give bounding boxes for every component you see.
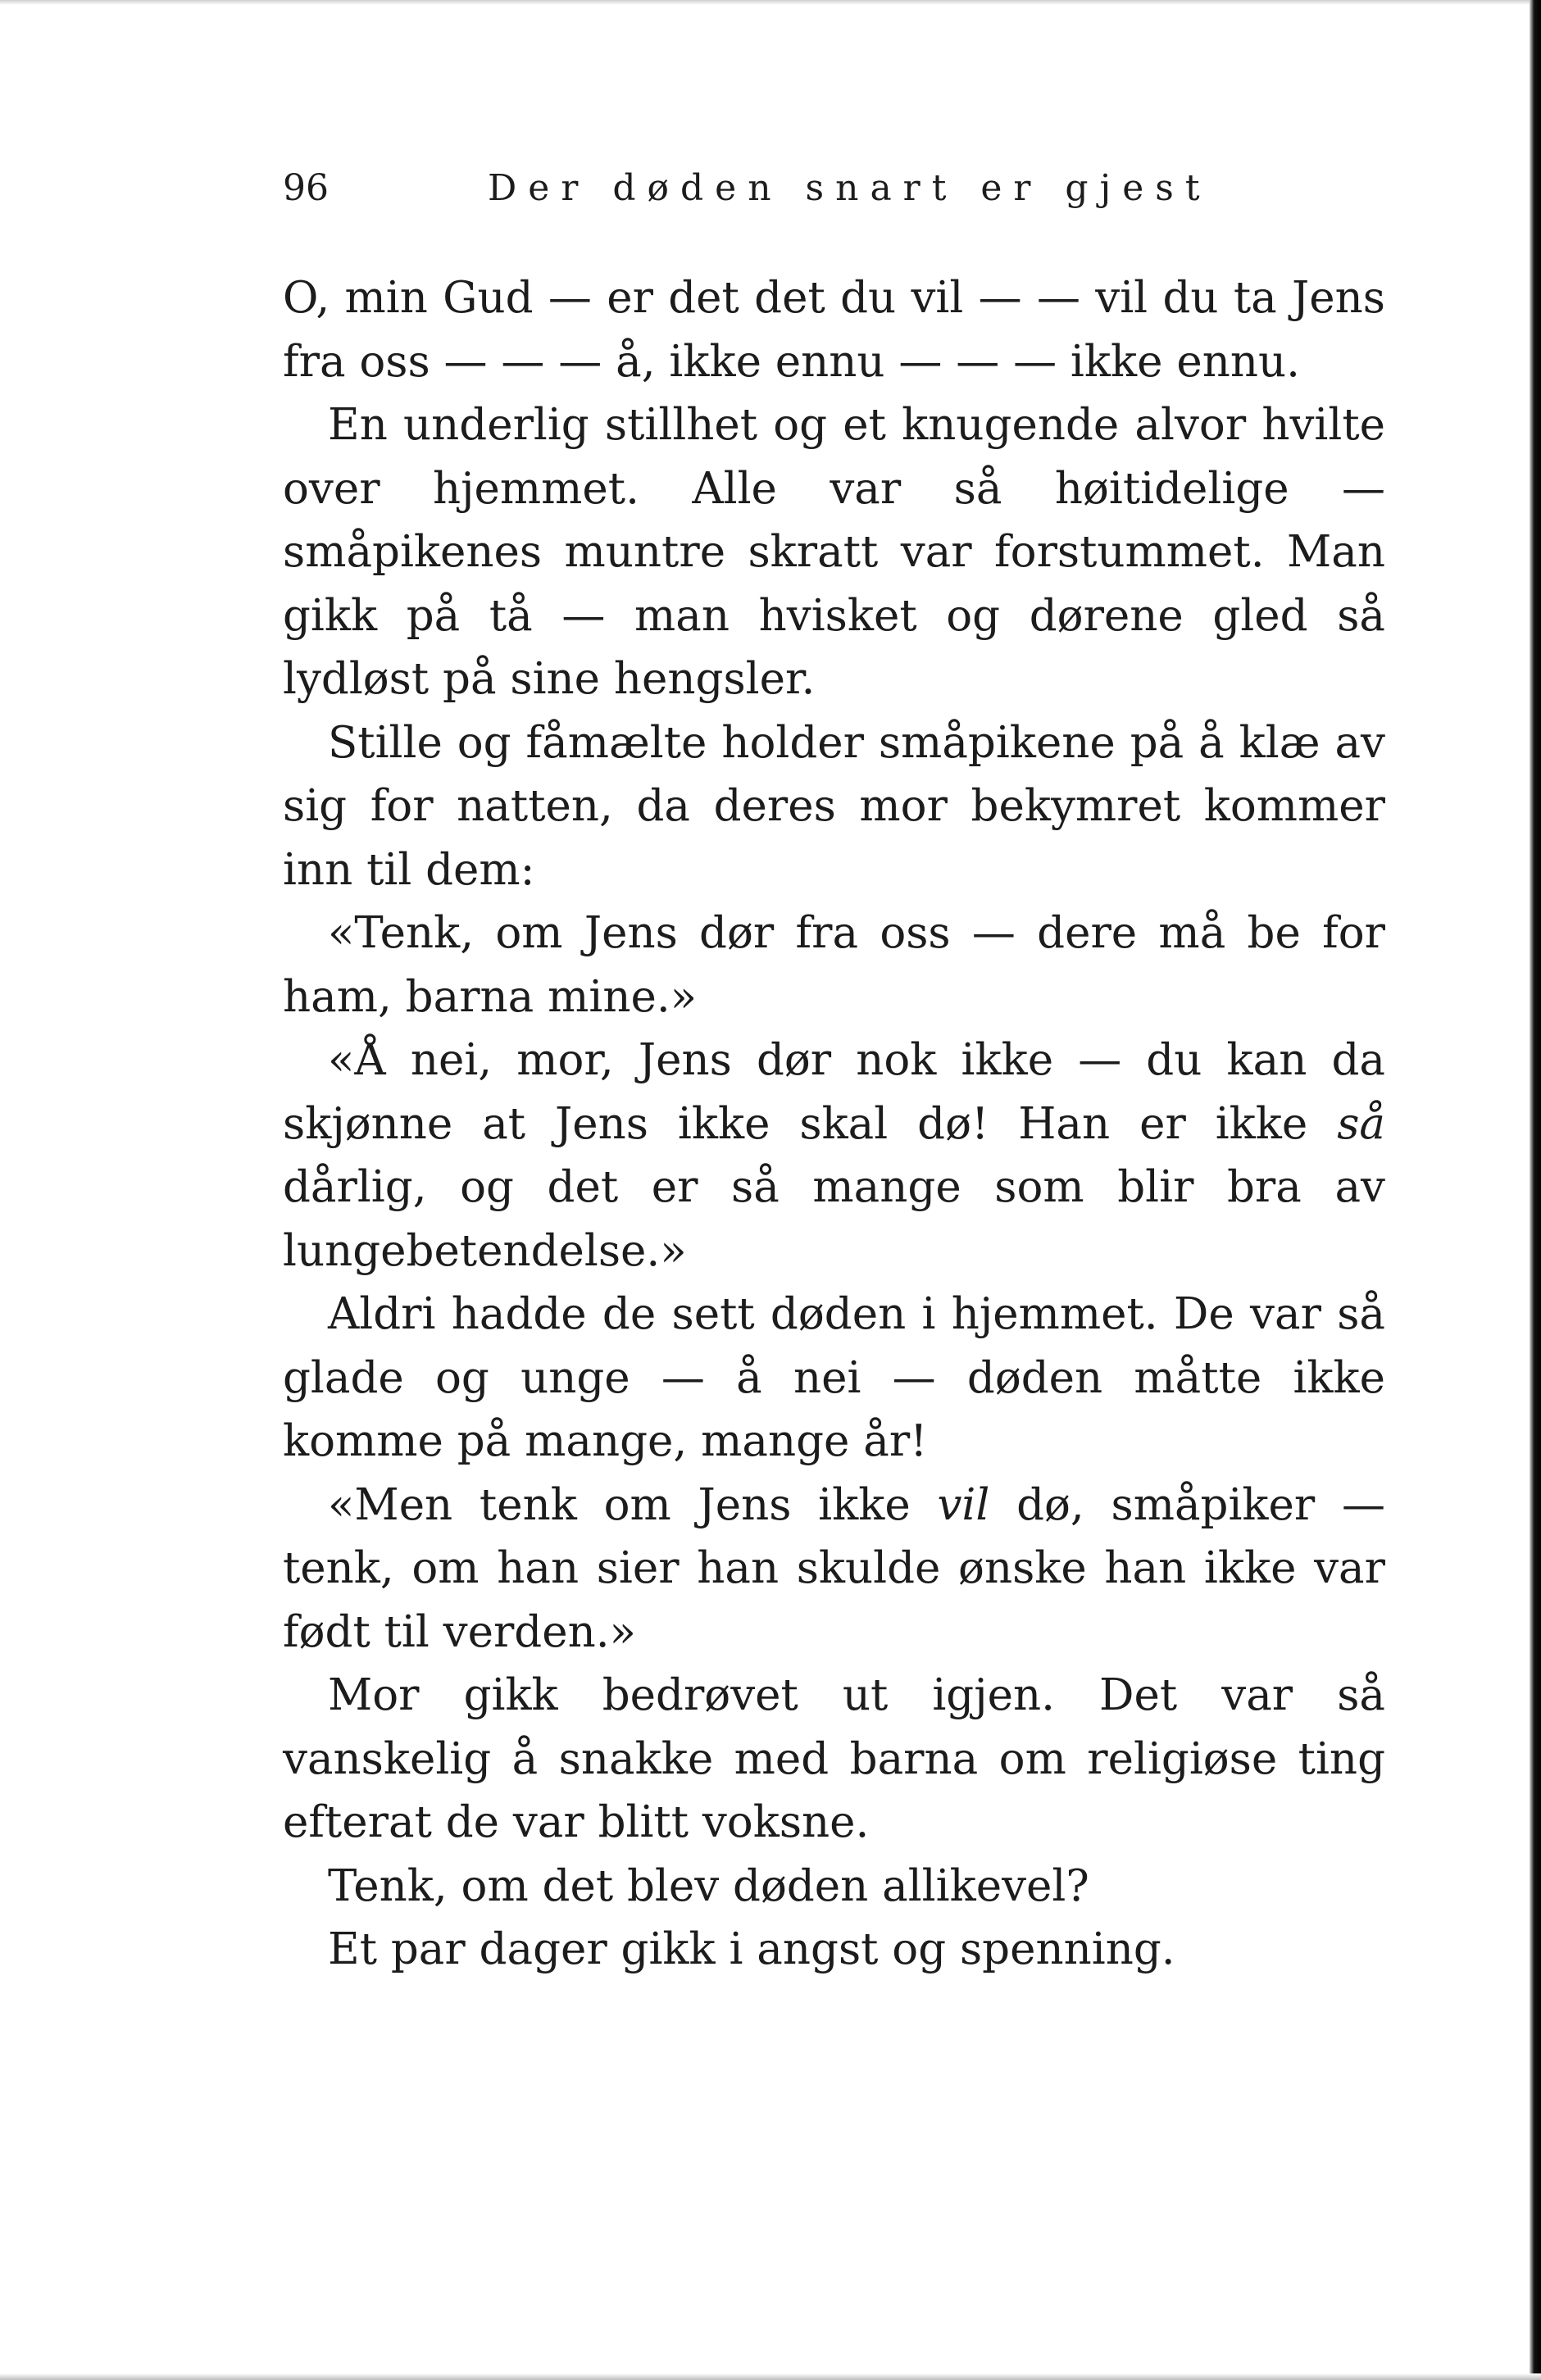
page-body [283,266,1385,1982]
page-header [283,164,1430,213]
paragraph-7 [283,1474,1385,1665]
paragraph-5 [283,1029,1385,1283]
scan-edge-top [0,0,1541,5]
paragraph-1: O, min Gud — er det det du vil — — vil du ta Jens fra oss — — — å, ikke ennu — — — ikke ennu. [283,273,1385,387]
paragraph-10: Et par dager gikk i angst og spenning. [328,1924,1175,1974]
running-title: Der døden snart er gjest [488,167,1211,209]
paragraph-4: «Tenk, om Jens dør fra oss — dere må be for ham, barna mine.» [283,908,1385,1022]
paragraph-7-text-after: dø, småpiker — tenk, om han sier han skulde ønske han ikke var født til verden.» [283,1479,1385,1657]
paragraph-6: Aldri hadde de sett døden i hjemmet. De var så glade og unge — å nei — døden måtte ikke komme på mange, mange år! [283,1289,1385,1466]
page-number: 96 [283,167,329,209]
scan-edge-right [1530,0,1541,2380]
paragraph-5-text-before: «Å nei, mor, Jens dør nok ikke — du kan da skjønne at Jens ikke skal dø! Han er ikke [283,1035,1385,1149]
paragraph-5-emphasis: så [1337,1098,1385,1149]
paragraph-5-text-after: dårlig, og det er så mange som blir bra av lungebetendelse.» [283,1162,1385,1276]
paragraph-7-text-before: «Men tenk om Jens ikke [328,1479,938,1530]
paragraph-8: Mor gikk bedrøvet ut igjen. Det var så vanskelig å snakke med barna om religiøse ting efterat de var blitt voksne. [283,1670,1385,1847]
paragraph-3: Stille og fåmælte holder småpikene på å klæ av sig for natten, da deres mor bekymret kommer inn til dem: [283,717,1385,895]
paragraph-7-emphasis: vil [937,1479,990,1530]
scan-edge-bottom [0,2373,1541,2380]
paragraph-2: En underlig stillhet og et knugende alvor hvilte over hjemmet. Alle var så høitidelige — småpikenes muntre skratt var forstummet. Man gikk på tå — man hvisket og dørene gled så lydløst på sine hengsler. [283,400,1385,704]
paragraph-9: Tenk, om det blev døden allikevel? [328,1860,1089,1911]
